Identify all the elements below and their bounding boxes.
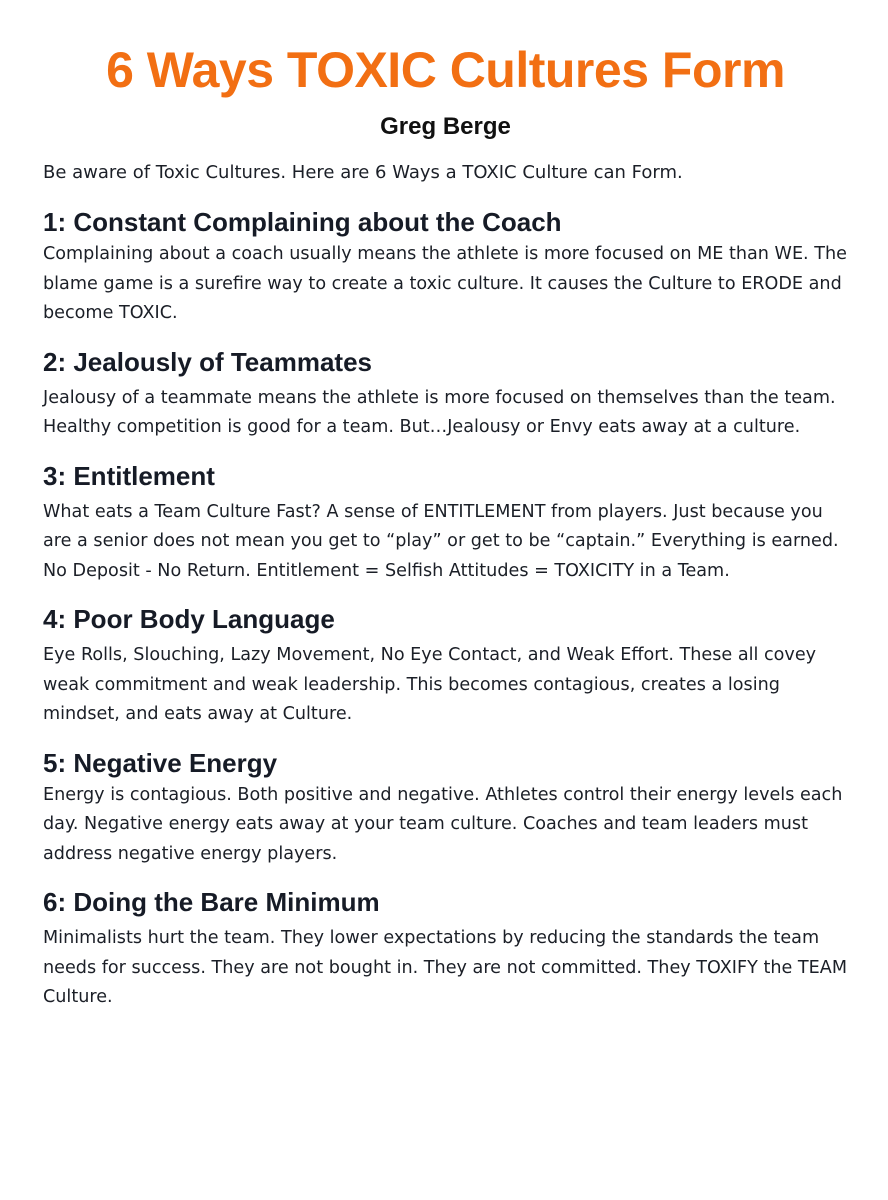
section-4 <box>43 603 848 730</box>
section-heading: 6: Doing the Bare Minimum <box>43 887 380 917</box>
section-2 <box>43 346 848 443</box>
section-heading: 1: Constant Complaining about the Coach <box>43 207 562 237</box>
section-body: Jealousy of a teammate means the athlete is more focused on themselves than the team. Healthy competition is good for a team. But…Jealousy or Envy eats away at a culture. <box>43 387 836 437</box>
section-heading: 4: Poor Body Language <box>43 604 335 634</box>
section-body: Complaining about a coach usually means the athlete is more focused on ME than WE. The blame game is a surefire way to create a toxic culture. It causes the Culture to ERODE and become TOXIC. <box>43 244 847 323</box>
page-title: 6 Ways TOXIC Cultures Form <box>106 42 785 98</box>
section-3 <box>43 460 848 587</box>
section-body: What eats a Team Culture Fast? A sense of ENTITLEMENT from players. Just because you are a senior does not mean you get to “play” or get to be “captain.” Everything is earned. No Deposit - No Return. Entitlement = Selfish Attitudes = TOXICITY in a Team. <box>43 501 839 581</box>
section-body: Eye Rolls, Slouching, Lazy Movement, No Eye Contact, and Weak Effort. These all covey weak commitment and weak leadership. This becomes contagious, creates a losing mindset, and eats away at Culture. <box>43 645 817 724</box>
section-body: Energy is contagious. Both positive and negative. Athletes control their energy levels each day. Negative energy eats away at your team culture. Coaches and team leaders must address negative energy players. <box>43 784 843 864</box>
author-name: Greg Berge <box>380 113 511 140</box>
section-heading: 3: Entitlement <box>43 460 215 491</box>
section-6 <box>43 886 848 1013</box>
section-body: Minimalists hurt the team. They lower expectations by reducing the standards the team needs for success. They are not bought in. They are not committed. They TOXIFY the TEAM Culture. <box>43 928 848 1007</box>
section-heading: 2: Jealously of Teammates <box>43 346 372 377</box>
section-1 <box>43 206 848 329</box>
document-page <box>43 40 848 1013</box>
section-5 <box>43 747 848 870</box>
intro-paragraph: Be aware of Toxic Cultures. Here are 6 Ways a TOXIC Culture can Form. <box>43 162 683 183</box>
section-heading: 5: Negative Energy <box>43 747 278 778</box>
